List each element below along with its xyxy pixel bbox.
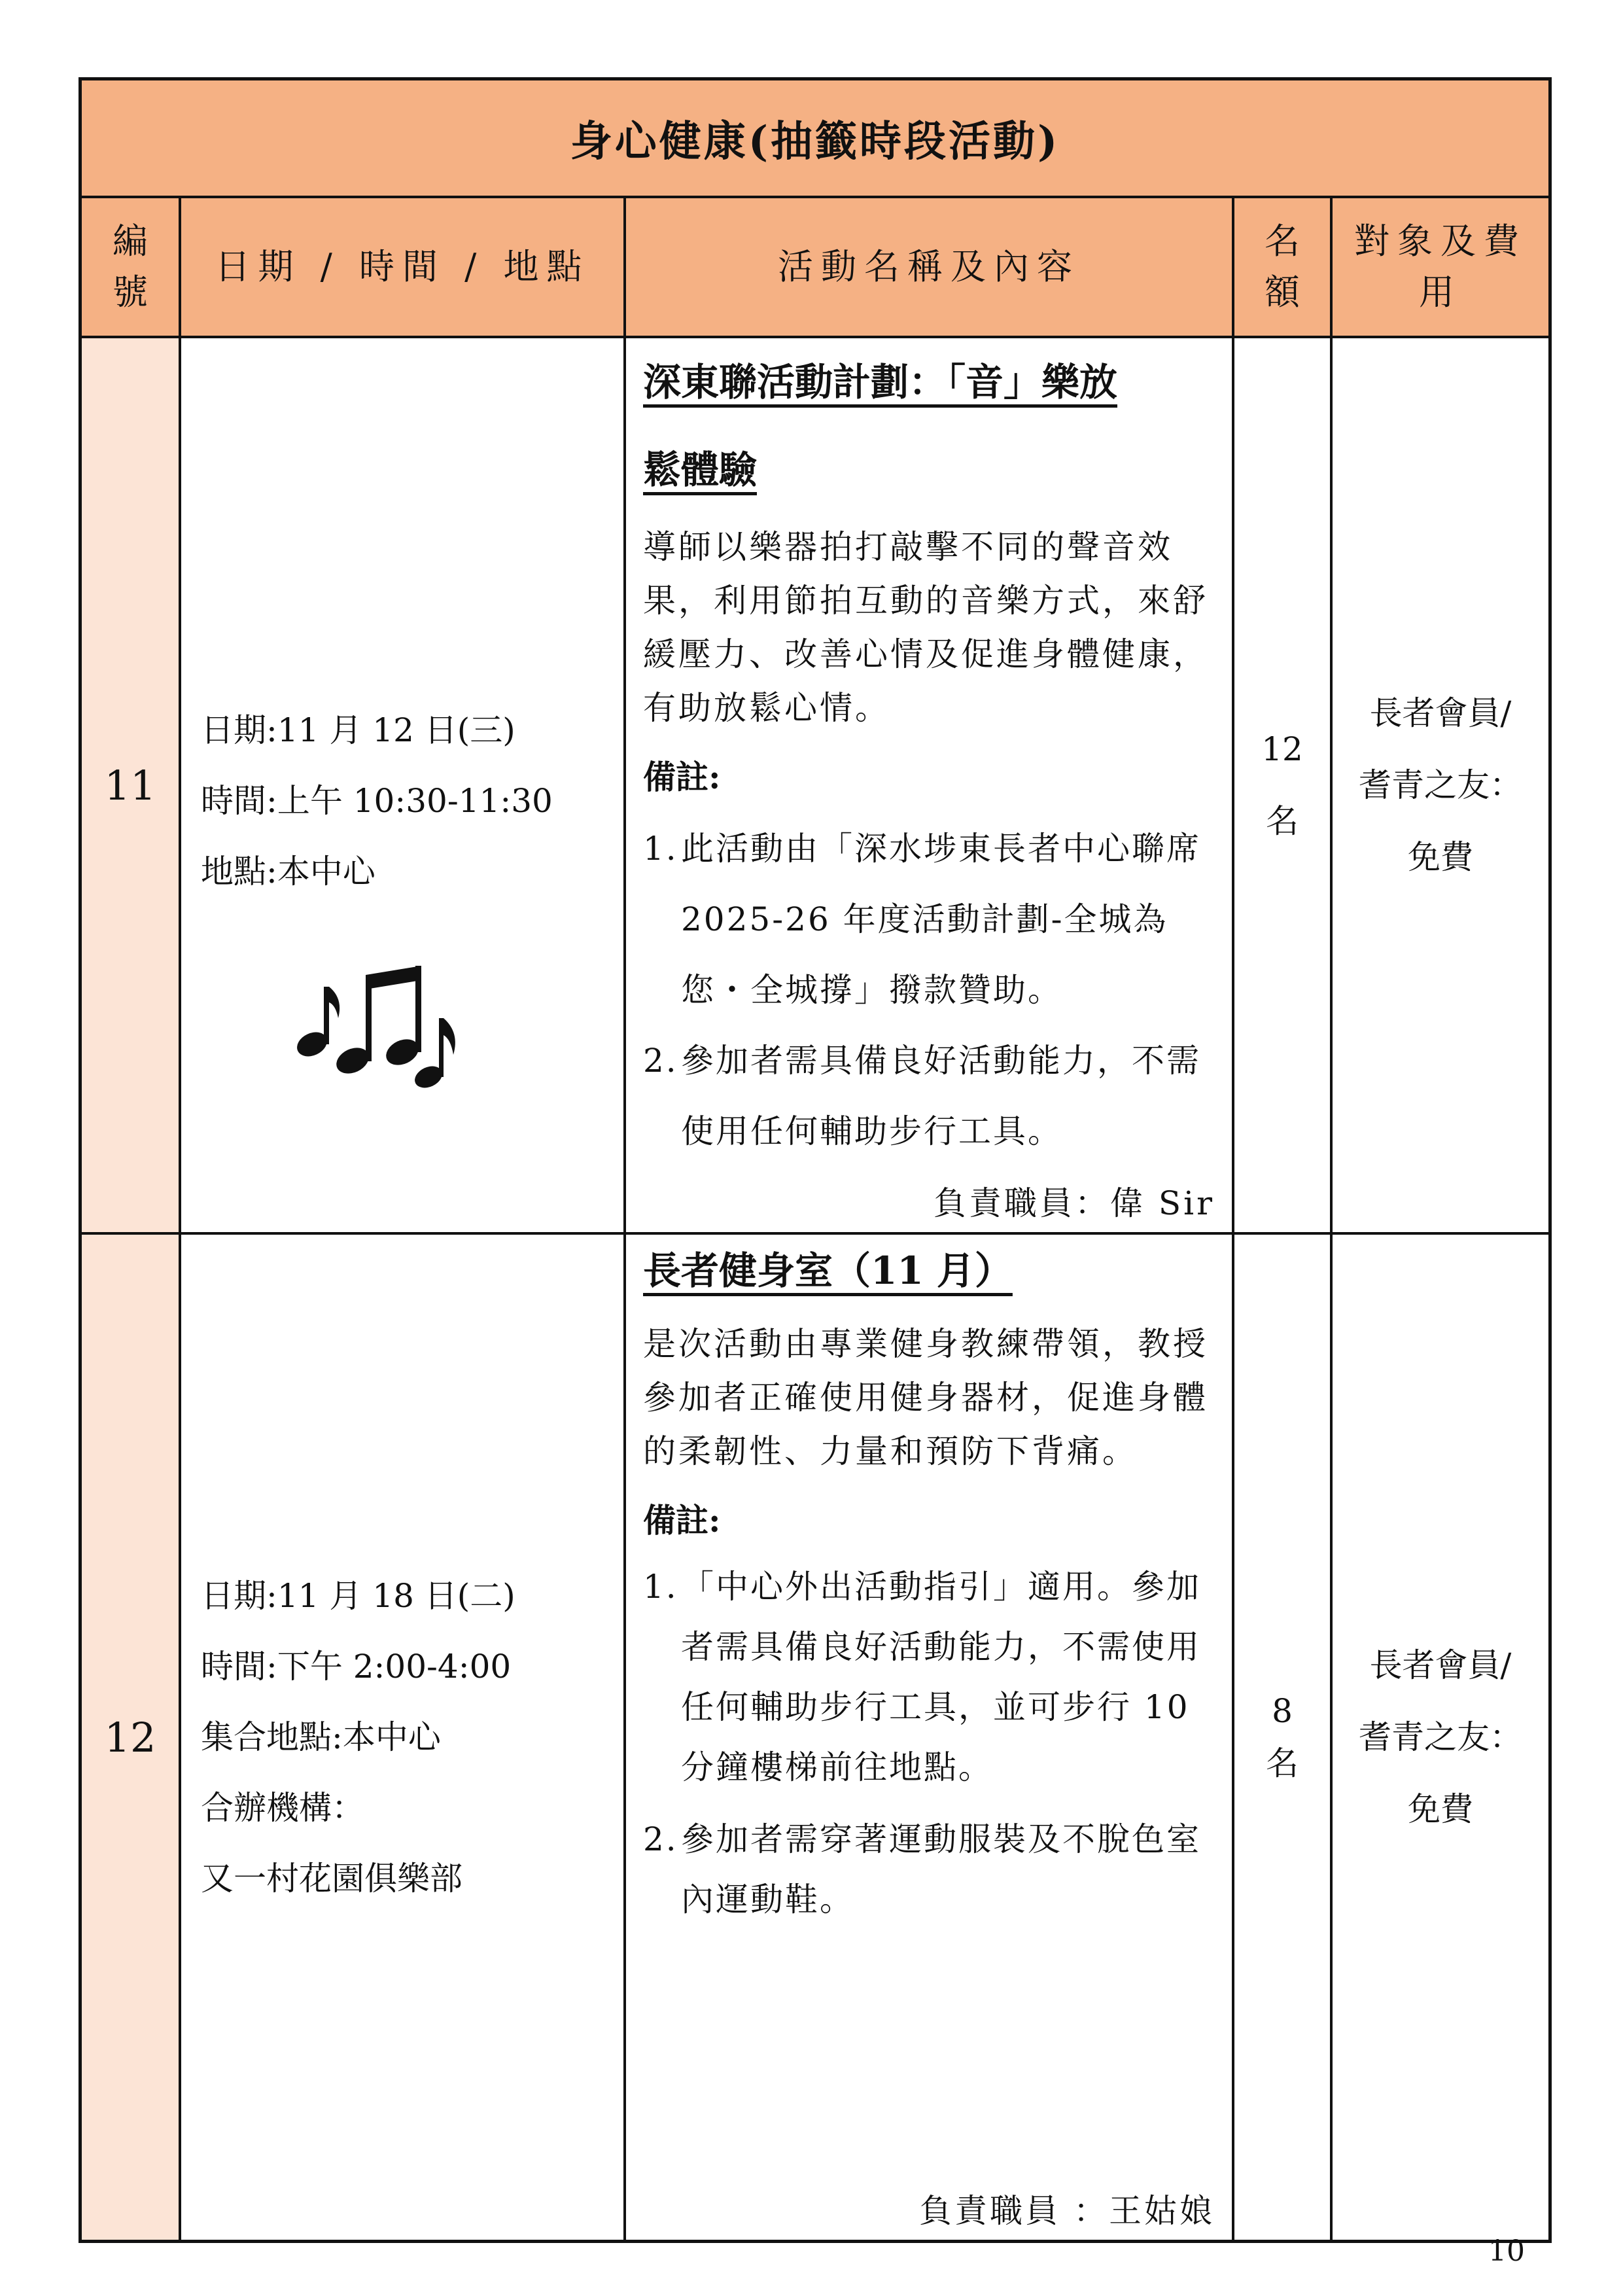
list-item-text: 參加者需具備良好活動能力，不需使用任何輔助步行工具。 — [681, 1042, 1201, 1150]
table-title-text: 身心健康(抽籤時段活動) — [570, 117, 1060, 166]
note-heading: 備註: — [643, 1501, 721, 1540]
row-info — [179, 1235, 623, 2240]
staff-in-charge: 負責職員 ：王姑娘 — [919, 2192, 1215, 2230]
row-number: 11 — [82, 338, 179, 1232]
note-heading: 備註: — [643, 758, 721, 796]
list-item-text: 參加者需穿著運動服裝及不脫色室內運動鞋。 — [681, 1820, 1201, 1918]
row-quota — [1232, 1235, 1330, 2240]
info-time: 時間:上午 10:30-11:30 — [201, 782, 553, 820]
activity-description: 導師以樂器拍打敲擊不同的聲音效果，利用節拍互動的音樂方式，來舒緩壓力、改善心情及促進身體健康，有助放鬆心情。 — [643, 528, 1208, 727]
table-row — [82, 1232, 1548, 2240]
row-target — [1330, 338, 1548, 1232]
activity-title-line: 深東聯活動計劃：「音」樂放 — [643, 360, 1118, 404]
table-title — [82, 80, 1548, 196]
list-item — [643, 1809, 1215, 1930]
activity-title — [643, 338, 1215, 514]
table-row — [82, 336, 1548, 1232]
list-item — [643, 1557, 1215, 1797]
list-item — [643, 1025, 1215, 1167]
activity-title-line: 鬆體驗 — [643, 448, 758, 492]
list-item-number: 2. — [643, 1820, 678, 1858]
activity-title — [643, 1235, 1215, 1307]
target-line: 耆青之友： — [1359, 766, 1522, 804]
quota-number: 8 — [1272, 1692, 1293, 1730]
info-organizer-label: 合辦機構： — [201, 1789, 364, 1827]
list-item-number: 1. — [643, 830, 678, 868]
row-info — [179, 338, 623, 1232]
info-organizer: 又一村花園俱樂部 — [201, 1860, 462, 1898]
header-number: 編號 — [113, 221, 148, 313]
list-item-text: 此活動由「深水埗東長者中心聯席 2025-26 年度活動計劃-全城為您・全城撐」撥款贊助。 — [681, 830, 1201, 1009]
list-item-text: 「中心外出活動指引」適用。參加者需具備良好活動能力，不需使用任何輔助步行工具，並可步行 10 分鐘樓梯前往地點。 — [681, 1568, 1201, 1786]
row-content — [623, 1235, 1232, 2240]
list-item-number: 2. — [643, 1042, 678, 1080]
target-line: 耆青之友： — [1359, 1718, 1522, 1756]
quota-number: 12 — [1261, 730, 1303, 768]
quota-unit: 名 — [1266, 1744, 1299, 1782]
staff-in-charge: 負責職員：偉 Sir — [933, 1184, 1215, 1222]
target-fee: 免費 — [1408, 838, 1473, 876]
header-datetime: 日期 / 時間 / 地點 — [179, 198, 623, 336]
info-date: 日期:11 月 12 日(三) — [201, 711, 515, 749]
info-time: 時間:下午 2:00-4:00 — [201, 1648, 512, 1686]
music-notes-icon — [279, 946, 462, 1097]
header-content: 活動名稱及內容 — [623, 198, 1232, 336]
info-place: 集合地點:本中心 — [201, 1718, 441, 1756]
info-place: 地點:本中心 — [201, 853, 375, 891]
table-header-row — [82, 196, 1548, 336]
target-line: 長者會員/ — [1369, 694, 1512, 732]
target-line: 長者會員/ — [1369, 1646, 1512, 1684]
activity-table — [79, 77, 1552, 2243]
target-fee: 免費 — [1408, 1790, 1473, 1828]
activity-description: 是次活動由專業健身教練帶領，教授參加者正確使用健身器材，促進身體的柔韌性、力量和預防下背痛。 — [643, 1325, 1208, 1470]
list-item — [643, 813, 1215, 1025]
row-quota — [1232, 338, 1330, 1232]
activity-title-line: 長者健身室（11 月） — [643, 1248, 1013, 1293]
row-content — [623, 338, 1232, 1232]
list-item-number: 1. — [643, 1568, 678, 1606]
header-target: 對象及費用 — [1330, 198, 1548, 336]
row-number: 12 — [82, 1235, 179, 2240]
row-target — [1330, 1235, 1548, 2240]
page-number: 10 — [1488, 2234, 1525, 2268]
header-quota: 名額 — [1232, 198, 1330, 336]
quota-unit: 名 — [1266, 802, 1299, 840]
info-date: 日期:11 月 18 日(二) — [201, 1577, 515, 1615]
